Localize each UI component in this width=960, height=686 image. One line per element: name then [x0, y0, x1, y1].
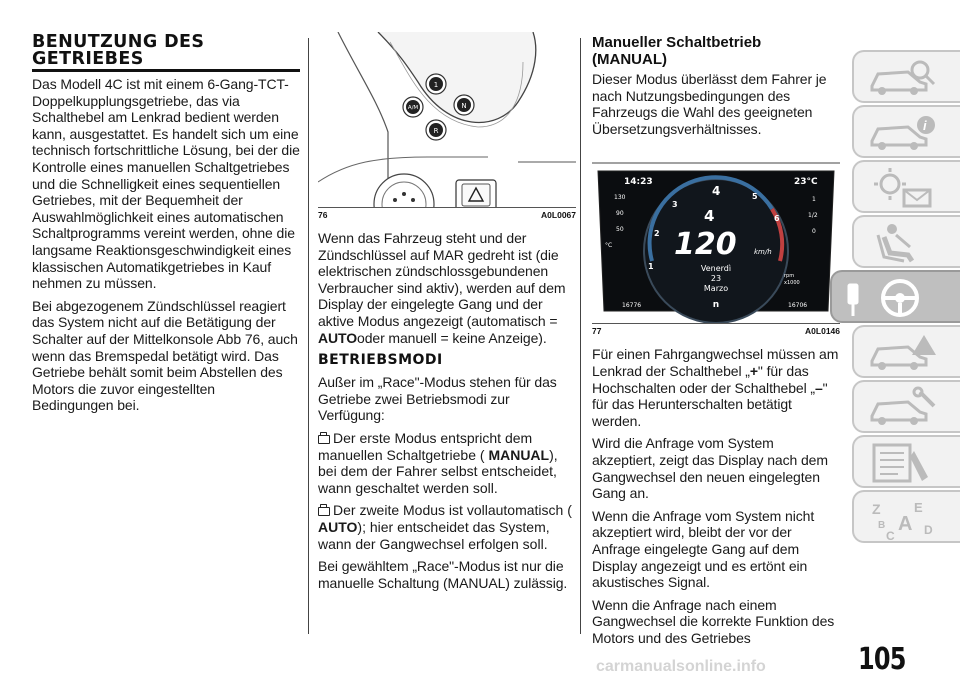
svg-text:D: D	[924, 523, 933, 537]
bullet-auto-mode	[318, 502, 576, 552]
alphabet-index-icon	[864, 496, 944, 540]
plus-symbol: +	[749, 362, 758, 379]
column-divider-2	[580, 38, 581, 634]
ignition-socket-icon	[374, 174, 434, 207]
gear-button-n-label: N	[461, 102, 467, 110]
svg-text:C: C	[886, 529, 895, 540]
display-info-text-b: oder manuell = keine Anzeige).	[357, 329, 547, 346]
tab-car-breakdown[interactable]	[852, 325, 960, 378]
column-3	[592, 34, 840, 652]
paragraph-shift-paddles	[592, 346, 840, 429]
auto-keyword: AUTO	[318, 329, 358, 346]
heading-manual-operation: Manueller Schaltbetrieb (MANUAL)	[592, 34, 762, 68]
gear-button-n	[454, 95, 474, 115]
svg-text:A: A	[898, 513, 913, 535]
watermark: carmanualsonline.info	[596, 658, 766, 675]
svg-text:i: i	[923, 118, 927, 133]
tab-alphabet-index[interactable]	[852, 490, 960, 543]
bullet-manual-mode	[318, 430, 576, 496]
figure-77-caption	[592, 326, 840, 336]
manual-keyword: MANUAL	[488, 446, 550, 463]
figure-76-code: A0L0067	[541, 210, 576, 220]
right-scale-1: 1	[812, 196, 816, 204]
figure-76-gear-console	[318, 32, 576, 208]
date-readout: 23	[710, 274, 722, 284]
rpm-tick-6: 6	[774, 214, 780, 224]
shift-paddles-text-a: Für einen Fahrgangwechsel müssen am Lenkrad der Schalthebel „	[592, 346, 839, 379]
shift-paddles-text-b: " für das Hochschalten oder der Schalthebel „	[592, 362, 815, 396]
right-scale-half: 1/2	[808, 212, 818, 220]
key-steering-wheel-icon	[842, 276, 942, 320]
warning-lights-icon	[864, 166, 944, 210]
outside-temperature-readout: 23°C	[794, 177, 818, 188]
rpm-multiplier: x1000	[784, 280, 800, 287]
tab-warning-lights[interactable]	[852, 160, 960, 213]
figure-77-code: A0L0146	[805, 326, 840, 337]
auto-keyword-2: AUTO	[318, 518, 358, 535]
title-underline	[32, 69, 300, 72]
column-2	[318, 34, 576, 597]
odometer-left: 16776	[622, 302, 642, 310]
display-info-text-a: Wenn das Fahrzeug steht und der Zündschlüssel auf MAR gedreht ist (die elektrischen zündschlossgebundenen Verbraucher sind aktiv), werden auf dem Display der eingelegte Gang und der aktive Modus angezeigt (automatisch =	[318, 230, 566, 329]
speed-readout: 120	[674, 227, 737, 263]
bullet-icon	[318, 435, 330, 444]
rpm-tick-2: 2	[654, 229, 660, 239]
gear-button-1	[426, 74, 446, 94]
left-scale-130: 130	[614, 194, 626, 202]
rpm-tick-4: 4	[712, 184, 721, 199]
svg-text:Z: Z	[872, 501, 881, 517]
paragraph-manual-intro: Dieser Modus überlässt dem Fahrer je nach Nutzungsbedingungen des Fahrzeugs die Wahl des geeigneten Übersetzungsverhältnisses.	[592, 71, 827, 137]
gear-button-am	[403, 97, 423, 117]
car-breakdown-icon	[864, 331, 944, 375]
tab-key-steering-wheel[interactable]	[830, 270, 960, 323]
left-scale-unit: °C	[605, 242, 613, 250]
car-search-icon	[864, 56, 944, 100]
gear-button-r-label: R	[433, 127, 439, 135]
rpm-tick-3: 3	[672, 200, 678, 210]
column-divider-1	[308, 38, 309, 634]
tab-car-search[interactable]	[852, 50, 960, 103]
gear-button-r	[426, 120, 446, 140]
hazard-button-icon	[456, 180, 496, 207]
section-title-line-2: GETRIEBES	[32, 49, 144, 69]
rpm-tick-5: 5	[752, 192, 758, 202]
bullet-icon	[318, 507, 330, 516]
column-1	[32, 34, 300, 420]
minus-symbol: –	[814, 379, 823, 396]
odometer-right: 16706	[788, 302, 808, 310]
manual-mode-text-b: ), bei dem der Fahrer selbst entscheidet, wann geschaltet werden soll.	[318, 446, 558, 496]
instrument-cluster-display	[592, 151, 840, 323]
auto-mode-text-b: ); hier entscheidet das System, wann der Gangwechsel erfolgen soll.	[318, 518, 550, 552]
paragraph-intro: Das Modell 4C ist mit einem 6-Gang-TCT-Doppelkupplungsgetriebe, das via Schalthebel am Lenkrad bedient werden kann, ausgestattet. Es handelt sich um eine technisch fortschrittliche Lösung, bei der die Kontrolle eines manuellen Schaltgetriebes und die Schnelligkeit eines sequentiellen Getriebes, mit der Bequemheit der Auswahlmöglichkeit eines automatischen Schaltprogramms vereint werden, ohne die langsame Reaktionsgeschwindigkeit eines klassischen Automatikgetriebes in Kauf nehmen zu müssen.	[32, 76, 300, 292]
gear-button-1-label: 1	[433, 81, 439, 89]
gear-button-am-label: A/M	[407, 105, 419, 111]
month-readout: Marzo	[703, 284, 729, 294]
figure-77-number: 77	[592, 326, 602, 337]
svg-text:E: E	[914, 500, 923, 515]
paragraph-request-rejected: Wenn die Anfrage vom System nicht akzeptiert wird, bleibt der vor der Anfrage eingelegte Gang auf dem Display angezeigt und es ertönt ein akustisches Signal.	[592, 507, 815, 591]
manual-mode-text-a: Der erste Modus entspricht dem manuellen Schaltgetriebe (	[318, 429, 533, 463]
specifications-list-icon	[864, 441, 944, 485]
weekday-readout: Venerdì	[700, 264, 732, 274]
figure-77-instrument-cluster	[592, 151, 840, 324]
center-console-illustration	[318, 32, 576, 207]
auto-mode-text-a: Der zweite Modus ist vollautomatisch (	[333, 502, 572, 519]
airbag-seat-icon	[864, 221, 944, 265]
tab-car-info[interactable]	[852, 105, 960, 158]
paragraph-display-info	[318, 230, 576, 346]
tab-car-service[interactable]	[852, 380, 960, 433]
figure-76-number: 76	[318, 210, 328, 220]
rpm-label: rpm	[784, 273, 795, 280]
paragraph-request-accepted: Wird die Anfrage vom System akzeptiert, zeigt das Display nach dem Gangwechsel den neuen eingelegten Gang an.	[592, 435, 828, 502]
tab-specifications[interactable]	[852, 435, 960, 488]
clock-readout: 14:23	[624, 177, 653, 188]
section-title	[32, 34, 300, 68]
left-scale-50: 50	[616, 226, 624, 234]
rpm-tick-1: 1	[648, 262, 654, 272]
shift-paddles-text-c: " für das Herunterschalten betätigt werden.	[592, 379, 828, 429]
left-scale-90: 90	[616, 210, 624, 218]
figure-76-caption	[318, 210, 576, 220]
tab-airbag-seat[interactable]	[852, 215, 960, 268]
svg-text:B: B	[878, 520, 886, 531]
current-gear-readout: 4	[704, 207, 715, 226]
paragraph-race-mode: Bei gewähltem „Race"-Modus ist nur die manuelle Schaltung (MANUAL) zulässig.	[318, 558, 568, 591]
section-title-line-1: BENUTZUNG DES	[32, 32, 205, 52]
car-service-icon	[864, 386, 944, 430]
car-info-icon	[864, 111, 944, 155]
heading-operating-modes: BETRIEBSMODI	[318, 352, 443, 369]
paragraph-key-removed: Bei abgezogenem Zündschlüssel reagiert das System nicht auf die Betätigung der Schalter auf der Mittelkonsole Abb 76, auch wenn das Bremspedal betätigt wird. Das Getriebe behält somit beim Abstellen des Motors die zuvor eingestellten Bedingungen bei.	[32, 297, 298, 414]
drive-mode-readout: n	[712, 300, 720, 311]
paragraph-modes-intro: Außer im „Race"-Modus stehen für das Getriebe zwei Betriebsmodi zur Verfügung:	[318, 374, 557, 424]
paragraph-request-engine: Wenn die Anfrage nach einem Gangwechsel die korrekte Funktion des Motors und des Getriebes	[592, 596, 835, 646]
page-number: 105	[858, 642, 906, 677]
right-scale-0: 0	[812, 228, 816, 236]
speed-unit: km/h	[754, 248, 772, 257]
